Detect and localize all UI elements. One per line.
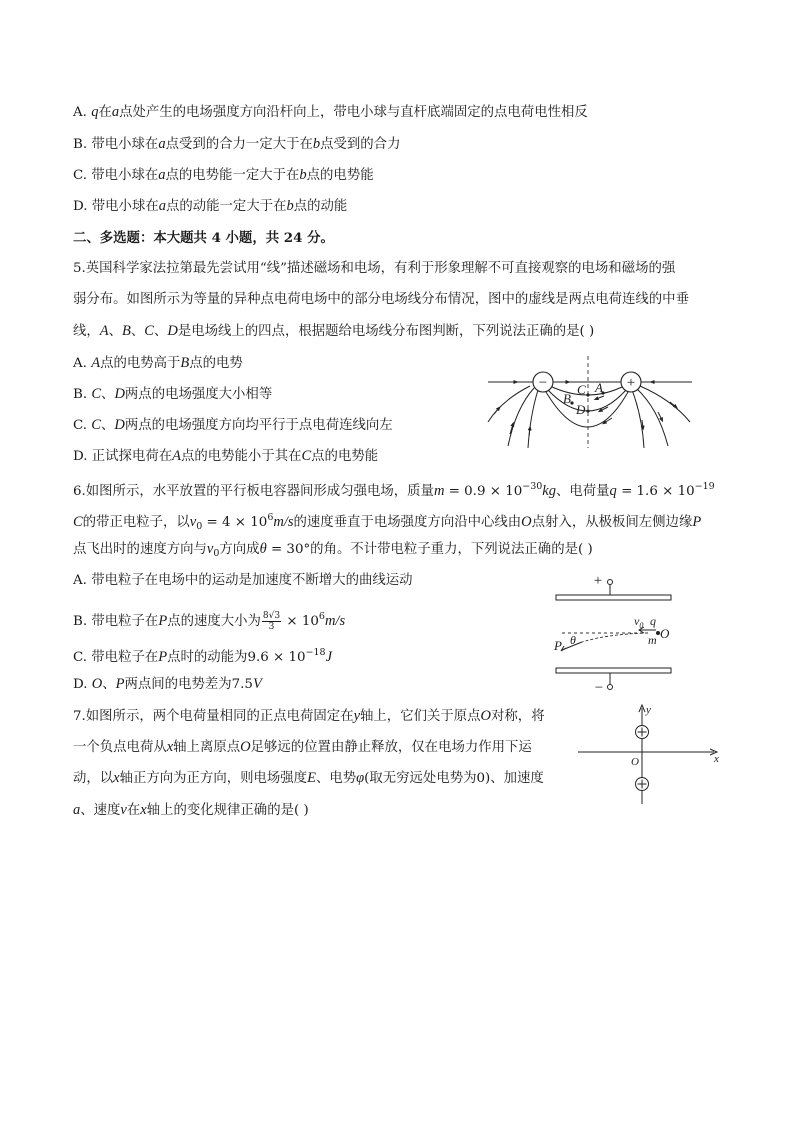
- q-label: q: [650, 614, 656, 628]
- origin-label: O: [631, 756, 639, 768]
- q6-stem-line3: 点飞出时的速度方向与$v_0$方向成θ = 30°的角。不计带电粒子重力，下列说法正确的是( ): [73, 541, 593, 559]
- q7-stem-line2: 一个负点电荷从x轴上离原点O足够远的位置由静止释放，仅在电场力作用下运: [73, 739, 532, 755]
- m-label: m: [648, 633, 657, 647]
- q6-capacitor-figure: [548, 570, 678, 698]
- negative-charge: [533, 372, 553, 392]
- q7-stem-line1: 7.如图所示，两个电荷量相同的正点电荷固定在y轴上，它们关于原点O对称，将: [73, 708, 545, 724]
- theta-label: θ: [570, 633, 576, 647]
- q7-stem-line4: a、速度v在x轴上的变化规律正确的是( ): [73, 802, 309, 818]
- x-axis-label: x: [714, 753, 719, 765]
- q7-stem-line3: 动，以x轴正方向为正方向，则电场强度E、电势φ(取无穷远处电势为0)、加速度: [73, 770, 544, 786]
- q5-stem-line2: 弱分布。如图所示为等量的异种点电荷电场中的部分电场线分布情况，图中的虚线是两点电荷连线的中垂: [73, 292, 689, 307]
- q5-option-c: C. C、D两点的电场强度方向均平行于点电荷连线向左: [73, 417, 393, 433]
- fraction-8-root3-over-3: $\frac{8√3}{3}$: [262, 611, 281, 632]
- point-a-label: A: [595, 380, 603, 395]
- q5-option-d: D. 正试探电荷在A点的电势能小于其在C点的电势能: [73, 448, 379, 464]
- q5-option-b: B. C、D两点的电场强度大小相等: [73, 386, 273, 402]
- positive-charge: [621, 372, 641, 392]
- p-label: P: [554, 638, 562, 653]
- svg-text:+: +: [626, 375, 636, 391]
- plus-terminal-label: +: [593, 573, 603, 589]
- q6-option-d: D. O、P两点间的电势差为7.5V: [73, 676, 262, 692]
- q4-option-d: D. 带电小球在a点的动能一定大于在b点的动能: [73, 198, 348, 214]
- upper-positive-charge: [636, 726, 649, 739]
- q6-option-b: B. 带电粒子在P点的速度大小为 $\frac{8√3}{3}$ × $10^6m/s$: [73, 611, 346, 632]
- lower-positive-charge: [636, 778, 649, 791]
- point-c-label: C: [577, 382, 586, 397]
- q6-stem-line1: 6.如图所示，水平放置的平行板电容器间形成匀强电场，质量$m = 0.9 \times 10^{-30}kg$、电荷量$q = 1.6 \times 10^{-19}$: [73, 481, 715, 499]
- q5-stem-line3: 线，A、B、C、D是电场线上的四点，根据题给电场线分布图判断，下列说法正确的是( ): [73, 323, 595, 339]
- point-d-label: D: [576, 402, 586, 417]
- q7-axes-figure: [574, 702, 726, 806]
- q4-option-a: A. q在a点处产生的电场强度方向沿杆向上，带电小球与直杆底端固定的点电荷电性相反: [73, 104, 588, 120]
- o-label: O: [660, 626, 670, 641]
- top-plate: [556, 595, 671, 600]
- q5-field-line-figure: [486, 356, 694, 450]
- y-axis-label: y: [646, 704, 651, 716]
- q5-option-a: A. A点的电势高于B点的电势: [73, 355, 243, 371]
- v0-label: $v_0$: [634, 614, 644, 630]
- minus-terminal-label: −: [594, 680, 604, 696]
- q5-stem-line1: 5.英国科学家法拉第最先尝试用“线”描述磁场和电场，有利于形象理解不可直接观察的电场和磁场的强: [73, 261, 676, 276]
- bottom-plate: [556, 668, 671, 673]
- point-b-label: B: [563, 391, 571, 406]
- q6-stem-line2: C的带正电粒子，以$v_0 = 4 \times 10^6m/s$的速度垂直于电场强度方向沿中心线由O点射入，从极板间左侧边缘P: [73, 512, 702, 532]
- section-heading: 二、多选题：本大题共 4 小题，共 24 分。: [73, 230, 334, 246]
- q6-option-c: C. 带电粒子在P点时的动能为$9.6 \times 10^{-18}J$: [73, 647, 333, 665]
- svg-text:−: −: [538, 375, 548, 391]
- q4-option-b: B. 带电小球在a点受到的合力一定大于在b点受到的合力: [73, 136, 401, 152]
- q4-option-c: C. 带电小球在a点的电势能一定大于在b点的电势能: [73, 167, 374, 183]
- q6-option-a: A. 带电粒子在电场中的运动是加速度不断增大的曲线运动: [73, 573, 413, 588]
